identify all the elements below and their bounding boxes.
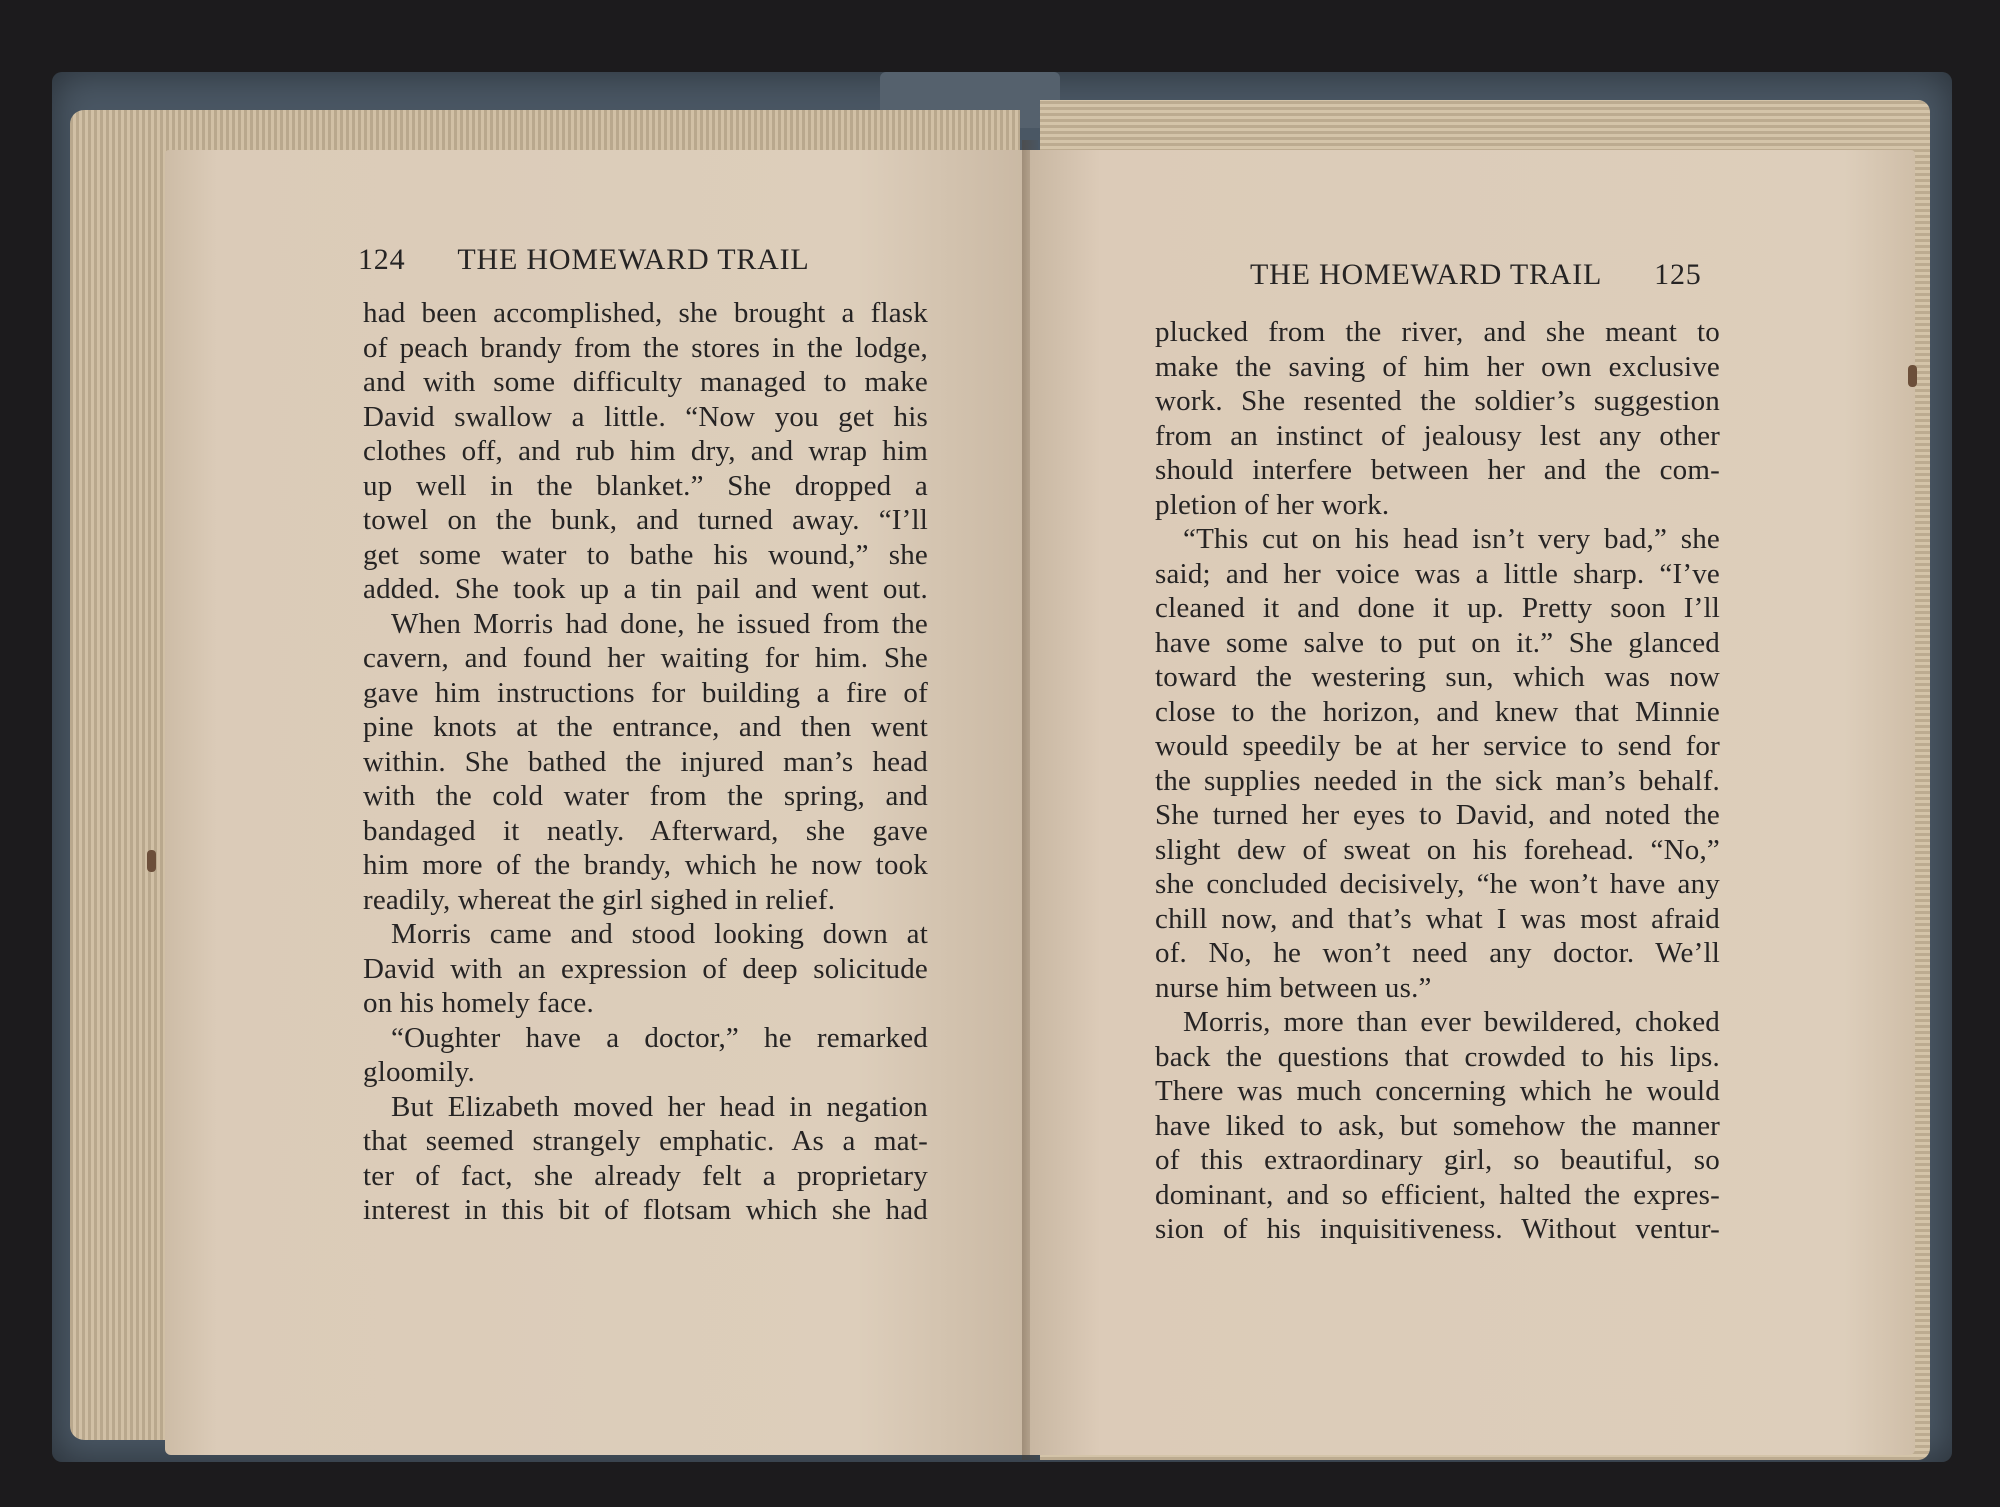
- text-line: gave him instructions for building a fire of: [363, 676, 928, 709]
- text-line: with the cold water from the spring, and: [363, 780, 928, 812]
- text-line: close to the horizon, and knew that Minnie: [1155, 695, 1720, 728]
- text-line: back the questions that crowded to his lips.: [1155, 1040, 1720, 1073]
- text-line: plucked from the river, and she meant to: [1155, 316, 1720, 348]
- text-line: Morris came and stood looking down at: [391, 918, 928, 950]
- text-line: the supplies needed in the sick man’s behalf.: [1155, 764, 1720, 797]
- text-line: should interfere between her and the com-: [1155, 454, 1720, 486]
- left-page-text: [363, 296, 928, 1228]
- text-line: David with an expression of deep solicitude: [363, 952, 928, 985]
- text-line: chill now, and that’s what I was most afraid: [1155, 902, 1720, 935]
- text-line: had been accomplished, she brought a flask: [363, 297, 928, 329]
- text-line: added. She took up a tin pail and went out.: [363, 573, 928, 605]
- text-line: work. She resented the soldier’s suggestion: [1155, 385, 1720, 417]
- text-line: cavern, and found her waiting for him. She: [363, 642, 928, 674]
- text-line: interest in this bit of flotsam which she had: [363, 1194, 928, 1226]
- text-line: pletion of her work.: [1155, 488, 1390, 521]
- left-page-number: 124: [358, 243, 406, 276]
- text-line: that seemed strangely emphatic. As a mat-: [363, 1125, 928, 1157]
- right-page: [1030, 150, 1915, 1455]
- text-line: dominant, and so efficient, halted the expres-: [1155, 1178, 1720, 1211]
- text-line: bandaged it neatly. Afterward, she gave: [363, 814, 928, 847]
- text-line: said; and her voice was a little sharp. “I’ve: [1155, 557, 1720, 590]
- text-line: toward the westering sun, which was now: [1155, 661, 1720, 693]
- text-line: Morris, more than ever bewildered, choked: [1183, 1006, 1720, 1038]
- text-line: There was much concerning which he would: [1155, 1075, 1720, 1107]
- text-line: from an instinct of jealousy lest any other: [1155, 419, 1720, 452]
- text-line: slight dew of sweat on his forehead. “No,”: [1155, 833, 1720, 866]
- text-line: But Elizabeth moved her head in negation: [391, 1090, 928, 1123]
- text-line: have liked to ask, but somehow the manner: [1155, 1109, 1720, 1142]
- page-edge-blemish: [147, 850, 156, 872]
- text-line: ter of fact, she already felt a proprietary: [363, 1159, 928, 1192]
- text-line: of peach brandy from the stores in the lodge,: [363, 331, 928, 364]
- text-line: nurse him between us.”: [1155, 971, 1432, 1004]
- text-line: make the saving of him her own exclusive: [1155, 350, 1720, 383]
- text-line: within. She bathed the injured man’s head: [363, 745, 928, 778]
- left-running-head: THE HOMEWARD TRAIL: [457, 243, 810, 276]
- left-running-header: [358, 243, 810, 278]
- right-page-number: 125: [1654, 258, 1702, 291]
- text-line: of this extraordinary girl, so beautiful, so: [1155, 1144, 1720, 1176]
- text-line: sion of his inquisitiveness. Without ventur-: [1155, 1213, 1720, 1245]
- text-line: clothes off, and rub him dry, and wrap him: [363, 435, 928, 467]
- right-page-text: [1155, 315, 1720, 1247]
- text-line: have some salve to put on it.” She glanced: [1155, 626, 1720, 659]
- left-page: [165, 150, 1030, 1455]
- text-line: She turned her eyes to David, and noted the: [1155, 799, 1720, 831]
- text-line: readily, whereat the girl sighed in relief.: [363, 883, 836, 916]
- text-line: up well in the blanket.” She dropped a: [363, 469, 928, 502]
- text-line: When Morris had done, he issued from the: [391, 607, 928, 640]
- text-line: pine knots at the entrance, and then went: [363, 711, 928, 743]
- text-line: gloomily.: [363, 1056, 475, 1088]
- right-running-head: THE HOMEWARD TRAIL: [1250, 258, 1603, 291]
- text-line: “Oughter have a doctor,” he remarked: [391, 1021, 928, 1054]
- text-line: and with some difficulty managed to make: [363, 366, 928, 398]
- text-line: David swallow a little. “Now you get his: [363, 400, 928, 433]
- text-line: him more of the brandy, which he now took: [363, 849, 928, 881]
- text-line: she concluded decisively, “he won’t have any: [1155, 868, 1720, 900]
- text-line: on his homely face.: [363, 987, 594, 1019]
- page-edge-blemish: [1908, 365, 1917, 387]
- text-line: get some water to bathe his wound,” she: [363, 538, 928, 571]
- text-line: would speedily be at her service to send for: [1155, 730, 1720, 762]
- text-line: towel on the bunk, and turned away. “I’ll: [363, 504, 928, 536]
- text-line: cleaned it and done it up. Pretty soon I’ll: [1155, 592, 1720, 624]
- text-line: “This cut on his head isn’t very bad,” she: [1183, 523, 1720, 555]
- text-line: of. No, he won’t need any doctor. We’ll: [1155, 937, 1720, 969]
